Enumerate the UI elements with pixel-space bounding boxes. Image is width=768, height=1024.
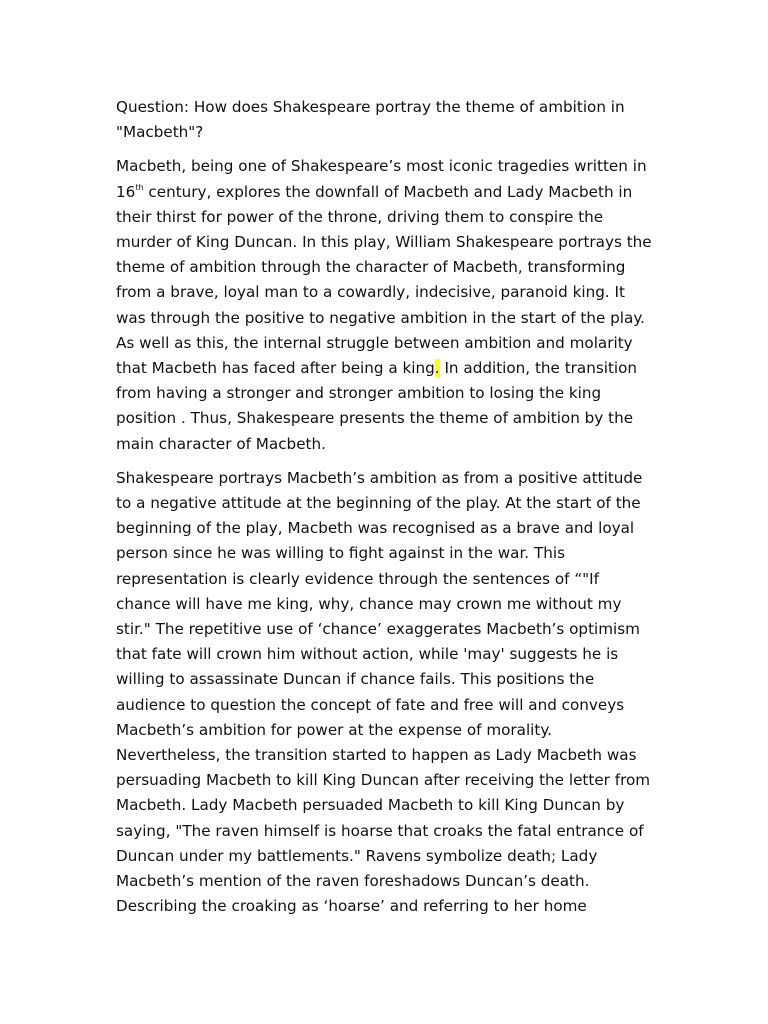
question-paragraph [116, 95, 656, 145]
intro-paragraph [116, 154, 656, 456]
question-text: Question: How does Shakespeare portray the theme of ambition in "Macbeth"? [116, 98, 625, 142]
highlighted-period: . [434, 359, 440, 378]
body-paragraph [116, 466, 656, 920]
intro-text-part2: century, explores the downfall of Macbeth and Lady Macbeth in their thirst for power of the throne, driving them to conspire the murder of King Duncan. In this play, William Shakespeare portrays the theme of ambition through the character of Macbeth, transforming from a brave, loyal man to a cowardly, indecisive, paranoid king. It was through the positive to negative ambition in the start of the play. As well as this, the internal struggle between ambition and molarity that Macbeth has faced after being a king [116, 182, 652, 378]
body-paragraph-text: Shakespeare portrays Macbeth’s ambition as from a positive attitude to a negative attitude at the beginning of the play. At the start of the beginning of the play, Macbeth was recognised as a brave and loyal person since he was willing to fight against in the war. This representation is clearly evidence through the sentences of “"If chance will have me king, why, chance may crown me without my stir." The repetitive use of ‘chance’ exaggerates Macbeth’s optimism that fate will crown him without action, while 'may' suggests he is willing to assassinate Duncan if chance fails. This positions the audience to question the concept of fate and free will and conveys Macbeth’s ambition for power at the expense of morality. Nevertheless, the transition started to happen as Lady Macbeth was persuading Macbeth to kill King Duncan after receiving the letter from Macbeth. Lady Macbeth persuaded Macbeth to kill King Duncan by saying, "The raven himself is hoarse that croaks the fatal entrance of Duncan under my battlements." Ravens symbolize death; Lady Macbeth’s mention of the raven foreshadows Duncan’s death. Describing the croaking as ‘hoarse’ and referring to her home [116, 468, 651, 916]
intro-text-part1: Macbeth, being one of Shakespeare’s most iconic tragedies written in 16 [116, 157, 647, 201]
document-body [116, 95, 656, 929]
intro-text-part3: In addition, the transition from having a stronger and stronger ambition to losing the king position . Thus, Shakespeare presents the theme of ambition by the main character of Macbeth. [116, 359, 638, 453]
ordinal-superscript: th [135, 182, 144, 192]
